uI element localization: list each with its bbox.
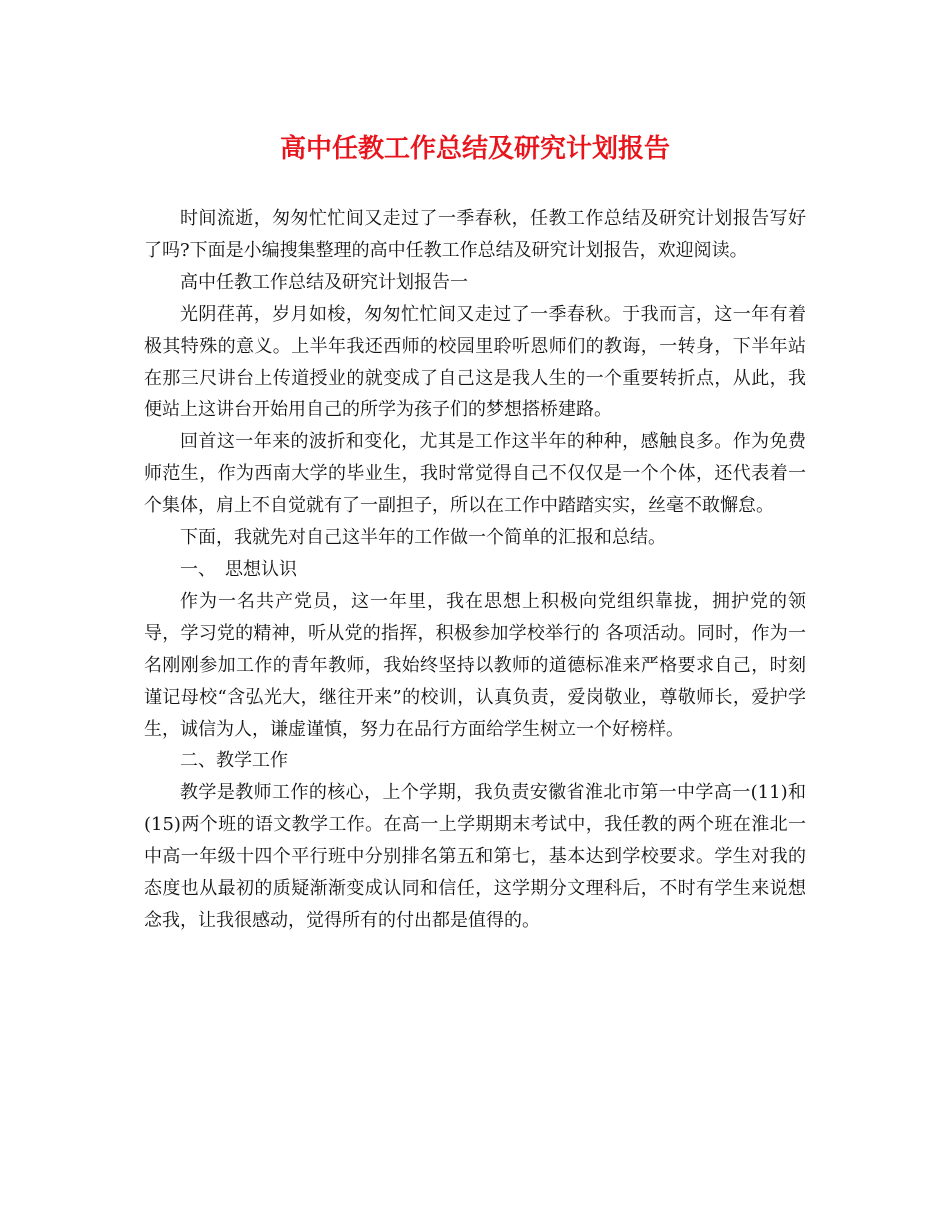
section-heading-teaching: 二、教学工作	[180, 750, 288, 772]
section-heading-report-one: 高中任教工作总结及研究计划报告一	[180, 271, 468, 293]
section-heading-ideology: 一、 思想认识	[180, 558, 297, 580]
paragraph-summary-intro: 下面，我就先对自己这半年的工作做一个简单的汇报和总结。	[180, 527, 666, 549]
paragraph-ideology: 作为一名共产党员，这一年里，我在思想上积极向党组织靠拢，拥护党的领导，学习党的精神，听从党的指挥，积极参加学校举行的 各项活动。同时，作为一名刚刚参加工作的青年教师，我始终坚持以教师的道德标准来严格要求自己，时刻谨记母校“含弘光大，继往开来”的校训，认真负责，爱岗敬业，尊敬师长，爱护学生，诚信为人，谦虚谨慎，努力在品行方面给学生树立一个好榜样。	[144, 590, 806, 740]
paragraph-teaching: 教学是教师工作的核心，上个学期，我负责安徽省淮北市第一中学高一(11)和(15)两个班的语文教学工作。在高一上学期期末考试中，我任教的两个班在淮北一中高一年级十四个平行班中分别排名第五和第七，基本达到学校要求。学生对我的态度也从最初的质疑渐渐变成认同和信任，这学期分文理科后，不时有学生来说想念我，让我很感动，觉得所有的付出都是值得的。	[144, 782, 806, 931]
paragraph-time-flies: 光阴荏苒，岁月如梭，匆匆忙忙间又走过了一季春秋。于我而言，这一年有着极其特殊的意义。上半年我还西师的校园里聆听恩师们的教诲，一转身，下半年站在那三尺讲台上传道授业的就变成了自己这是我人生的一个重要转折点，从此，我便站上这讲台开始用自己的所学为孩子们的梦想搭桥建路。	[144, 303, 806, 421]
paragraph-intro: 时间流逝，匆匆忙忙间又走过了一季春秋，任教工作总结及研究计划报告写好了吗?下面是小编搜集整理的高中任教工作总结及研究计划报告，欢迎阅读。	[144, 208, 806, 261]
paragraph-review: 回首这一年来的波折和变化，尤其是工作这半年的种种，感触良多。作为免费师范生，作为西南大学的毕业生，我时常觉得自己不仅仅是一个个体，还代表着一个集体，肩上不自觉就有了一副担子，所以在工作中踏踏实实，丝毫不敢懈怠。	[144, 431, 806, 517]
document-body	[144, 203, 806, 937]
document-title: 高中任教工作总结及研究计划报告	[279, 134, 670, 164]
